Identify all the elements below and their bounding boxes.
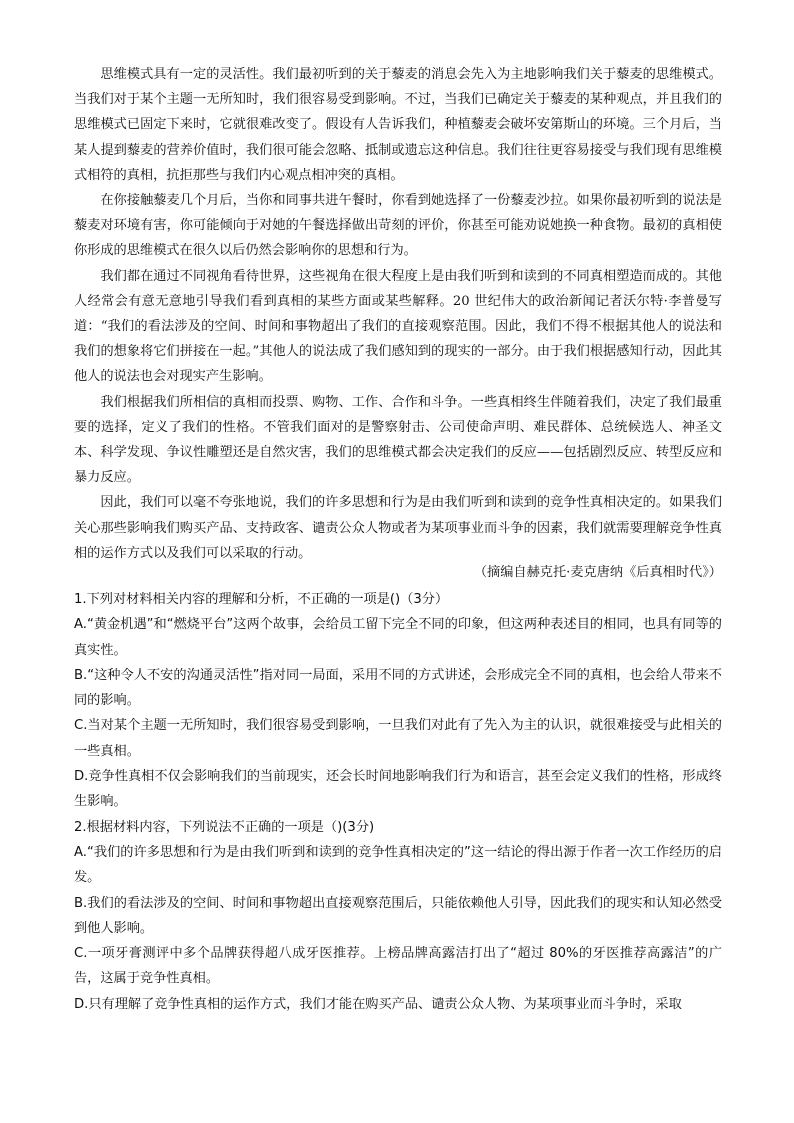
question-option: D.竞争性真相不仅会影响我们的当前现实，还会长时间地影响我们行为和语言，甚至会定义我们的性格，形成终生影响。 [74, 769, 722, 810]
question-option: B.我们的看法涉及的空间、时间和事物超出直接观察范围后，只能依赖他人引导，因此我们的现实和认知必然受到他人影响。 [74, 895, 722, 936]
question-option: D.只有理解了竞争性真相的运作方式，我们才能在购买产品、谴责公众人物、为某项事业而斗争时，采取 [74, 996, 682, 1012]
question-stem: 1.下列对材料相关内容的理解和分析，不正确的一项是()（3分） [74, 592, 449, 607]
passage-paragraph: 我们都在通过不同视角看待世界，这些视角在很大程度上是由我们听到和读到的不同真相塑造而成的。其他人经常会有意无意地引导我们看到真相的某些方面或某些解释。20 世纪伟大的政治新闻记者沃尔特·李普曼写道：“我们的看法涉及的空间、时间和事物超出了我们的直接观察范围。因此，我们不得不根据其他人的说法和我们的想象将它们拼接在一起。”其他人的说法成了我们感知到的现实的一部分。由于我们根据感知行动，因此其他人的说法也会对现实产生影响。 [74, 268, 722, 385]
question-option: C.当对某个主题一无所知时，我们很容易受到影响，一旦我们对此有了先入为主的认识，就很难接受与此相关的一些真相。 [74, 718, 722, 759]
passage-source: （摘编自赫克托·麦克唐纳《后真相时代》） [473, 565, 722, 580]
question-option: A.“黄金机遇”和“燃烧平台”这两个故事，会给员工留下完全不同的印象，但这两种表述目的相同，也具有同等的真实性。 [74, 617, 722, 658]
passage-paragraph: 在你接触藜麦几个月后，当你和同事共进午餐时，你看到她选择了一份藜麦沙拉。如果你最初听到的说法是藜麦对环境有害，你可能倾向于对她的午餐选择做出苛刻的评价，你甚至可能劝说她换一种食物。最初的真相使你形成的思维模式在很久以后仍然会影响你的思想和行为。 [74, 193, 722, 259]
passage-paragraph: 因此，我们可以毫不夸张地说，我们的许多思想和行为是由我们听到和读到的竞争性真相决定的。如果我们关心那些影响我们购买产品、支持政客、谴责公众人物或者为某项事业而斗争的因素，我们就需要理解竞争性真相的运作方式以及我们可以采取的行动。 [74, 495, 722, 561]
reading-passage [74, 62, 722, 566]
question-option: B.“这种令人不安的沟通灵活性”指对同一局面，采用不同的方式讲述，会形成完全不同的真相，也会给人带来不同的影响。 [74, 667, 722, 709]
question-section [74, 587, 722, 1017]
question-option: C.一项牙膏测评中多个品牌获得超八成牙医推荐。上榜品牌高露洁打出了“超过 80%的牙医推荐高露洁”的广告，这属于竞争性真相。 [74, 946, 722, 987]
question-option: A.“我们的许多思想和行为是由我们听到和读到的竞争性真相决定的”这一结论的得出源于作者一次工作经历的启发。 [74, 844, 722, 886]
question-stem: 2.根据材料内容，下列说法不正确的一项是（)(3分) [74, 819, 375, 835]
passage-paragraph: 思维模式具有一定的灵活性。我们最初听到的关于藜麦的消息会先入为主地影响我们关于藜麦的思维模式。当我们对于某个主题一无所知时，我们很容易受到影响。不过，当我们已确定关于藜麦的某种观点，并且我们的思维模式已固定下来时，它就很难改变了。假设有人告诉我们，种植藜麦会破坏安第斯山的环境。三个月后，当某人提到藜麦的营养价值时，我们很可能会忽略、抵制或遗忘这种信息。我们往往更容易接受与我们现有思维模式相符的真相，抗拒那些与我们内心观点相冲突的真相。 [74, 67, 722, 183]
passage-paragraph: 我们根据我们所相信的真相而投票、购物、工作、合作和斗争。一些真相终生伴随着我们，决定了我们最重要的选择，定义了我们的性格。不管我们面对的是警察射击、公司使命声明、难民群体、总统候选人、神圣文本、科学发现、争议性雕塑还是自然灾害，我们的思维模式都会决定我们的反应——包括剧烈反应、转型反应和暴力反应。 [74, 394, 722, 486]
